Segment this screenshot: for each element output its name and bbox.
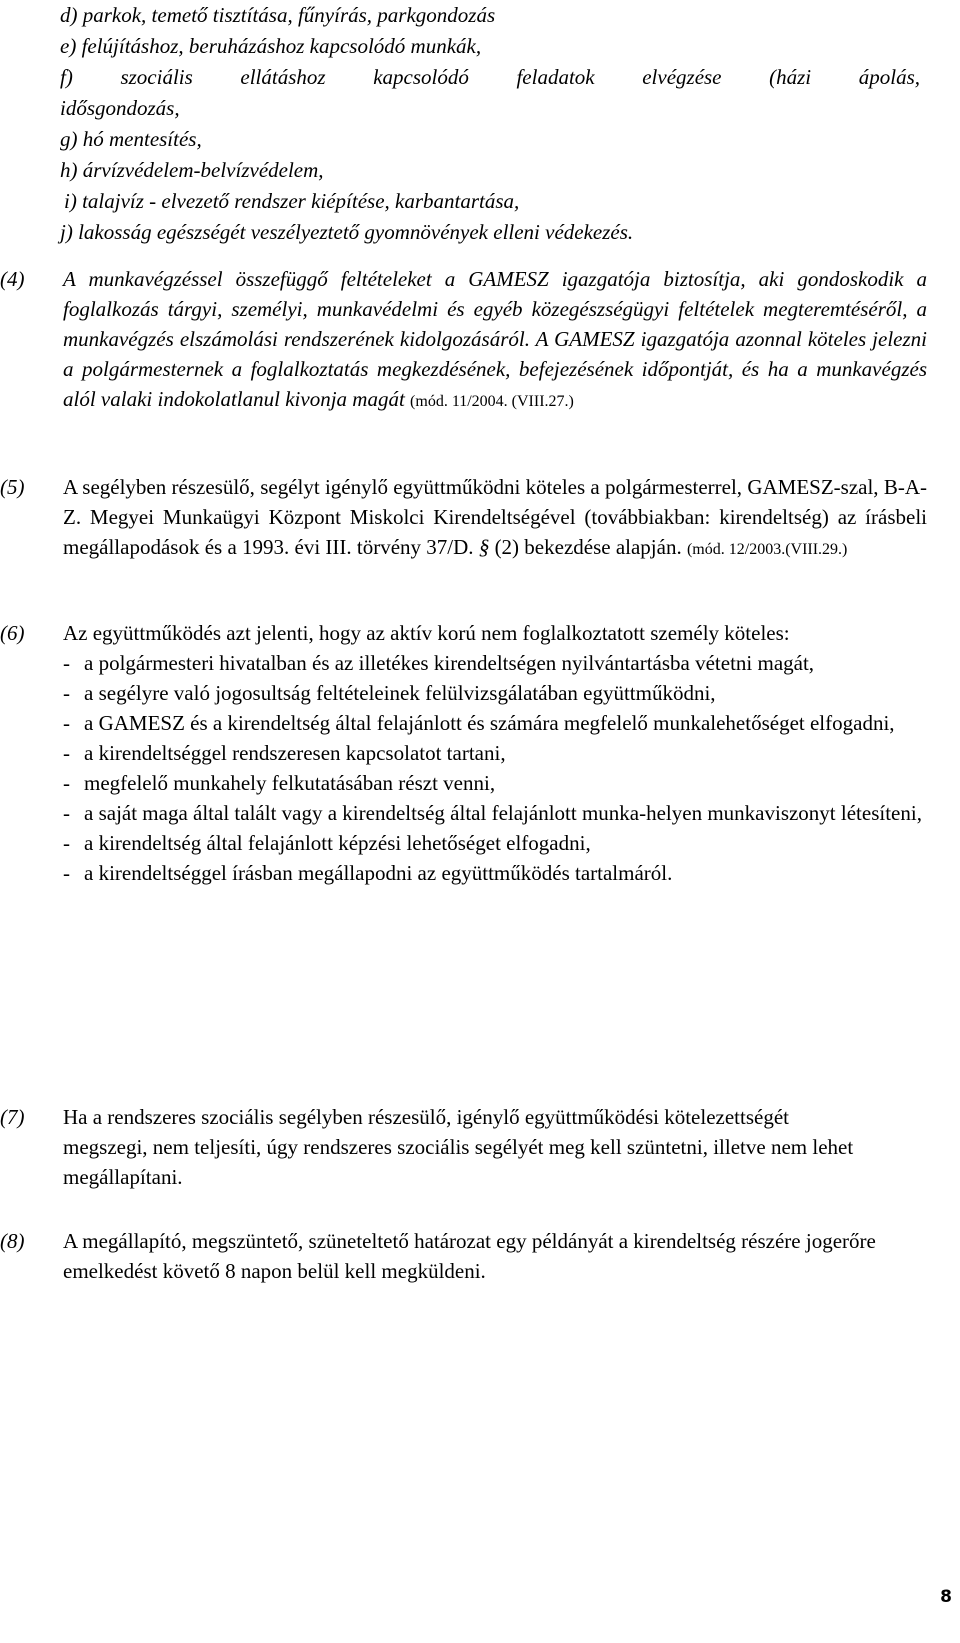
paragraph-number: (4) xyxy=(0,267,25,291)
paragraph-text xyxy=(63,472,927,565)
list-item-h: h) árvízvédelem-belvízvédelem, xyxy=(60,158,324,182)
dash-bullet: - xyxy=(63,681,70,705)
amendment-note: (mód. 12/2003.(VIII.29.) xyxy=(686,541,848,558)
list-item xyxy=(63,708,927,738)
list-item-text: a saját maga által talált vagy a kirendeltség által felajánlott munka-helyen munkaviszonyt létesíteni, xyxy=(84,801,922,825)
list-item-i: i) talajvíz - elvezető rendszer kiépítése, karbantartása, xyxy=(64,189,520,213)
list-item xyxy=(63,798,927,828)
dash-bullet: - xyxy=(63,711,70,735)
list-item-d: d) parkok, temető tisztítása, fűnyírás, parkgondozás xyxy=(60,3,496,27)
list-item-e: e) felújításhoz, beruházáshoz kapcsolódó munkák, xyxy=(60,34,482,58)
list-item-text: a kirendeltséggel rendszeresen kapcsolatot tartani, xyxy=(84,741,506,765)
paragraph-number: (7) xyxy=(0,1105,25,1129)
paragraph-text xyxy=(63,264,927,417)
paragraph-4 xyxy=(0,264,927,417)
list-item xyxy=(63,648,927,678)
paragraph-text: A megállapító, megszüntető, szüneteltető határozat egy példányát a kirendeltség részére jogerőre emelkedést követő 8 napon belül kell megküldeni. xyxy=(63,1229,876,1283)
dash-bullet: - xyxy=(63,651,70,675)
paragraph-intro: Az együttműködés azt jelenti, hogy az aktív korú nem foglalkoztatott személy köteles: xyxy=(63,621,790,645)
dash-bullet: - xyxy=(63,801,70,825)
list-item xyxy=(63,738,927,768)
page-number: 8 xyxy=(940,1587,952,1607)
paragraph-number: (8) xyxy=(0,1229,25,1253)
list-item xyxy=(63,858,724,888)
paragraph-number: (5) xyxy=(0,475,25,499)
list-item xyxy=(63,678,927,708)
dash-bullet: - xyxy=(63,861,70,885)
list-item-f: f) szociális ellátáshoz kapcsolódó feladatok elvégzése (házi ápolás, xyxy=(60,65,920,89)
list-item-text: megfelelő munkahely felkutatásában részt venni, xyxy=(84,771,496,795)
dash-bullet: - xyxy=(63,741,70,765)
amendment-note: (mód. 11/2004. (VIII.27.) xyxy=(410,393,574,410)
list-item-j: j) lakosság egészségét veszélyeztető gyomnövények elleni védekezés. xyxy=(60,220,634,244)
list-item-text: a kirendeltség által felajánlott képzési lehetőséget elfogadni, xyxy=(84,831,591,855)
obligations-list xyxy=(63,648,927,888)
list-item-f-cont: idősgondozás, xyxy=(60,96,180,120)
section-sign: § xyxy=(478,535,490,559)
paragraph-7 xyxy=(0,1102,927,1192)
dash-bullet: - xyxy=(63,831,70,855)
list-item-text: a kirendeltséggel írásban megállapodni az együttműködés tartalmáról. xyxy=(84,861,673,885)
dash-bullet: - xyxy=(63,771,70,795)
paragraph-number: (6) xyxy=(0,621,25,645)
paragraph-8 xyxy=(0,1226,927,1286)
paragraph-body-cont: (2) bekezdése alapján. xyxy=(494,535,682,559)
paragraph-body: A segélyben részesülő, segélyt igénylő együttműködni köteles a polgármesterrel, GAMESZ-szal, B-A-Z. Megyei Munkaügyi Központ Miskolci Kirendeltségével (továbbiakban: kirendeltség) az írásbeli megállapodások és a 1993. évi III. törvény 37/D. xyxy=(63,475,927,559)
list-item-g: g) hó mentesítés, xyxy=(60,127,202,151)
paragraph-5 xyxy=(0,472,927,565)
list-item-text: a segélyre való jogosultság feltételeinek felülvizsgálatában együttműködni, xyxy=(84,681,716,705)
paragraph-6 xyxy=(0,618,927,888)
paragraph-body: A munkavégzéssel összefüggő feltételeket a GAMESZ igazgatója biztosítja, aki gondoskodik a foglalkozás tárgyi, személyi, munkavédelmi és egyéb közegészségügyi feltételek megteremtéséről, a munkavégzés elszámolási rendszerének kidolgozásáról. A GAMESZ igazgatója azonnal köteles jelezni a polgármesternek a foglalkoztatás megkezdésének, befejezésének időpontját, és ha a munkavégzés alól valaki indokolatlanul kivonja magát xyxy=(63,267,927,411)
paragraph-text: Ha a rendszeres szociális segélyben részesülő, igénylő együttműködési kötelezettségét megszegi, nem teljesíti, úgy rendszeres szociális segélyét meg kell szüntetni, illetve nem lehet megállapítani. xyxy=(63,1105,854,1189)
list-item-text: a GAMESZ és a kirendeltség által felajánlott és számára megfelelő munkalehetőséget elfogadni, xyxy=(84,711,895,735)
task-list xyxy=(60,0,920,248)
list-item xyxy=(63,828,927,858)
list-item-text: a polgármesteri hivatalban és az illetékes kirendeltségen nyilvántartásba vétetni magát, xyxy=(84,651,815,675)
list-item xyxy=(63,768,927,798)
